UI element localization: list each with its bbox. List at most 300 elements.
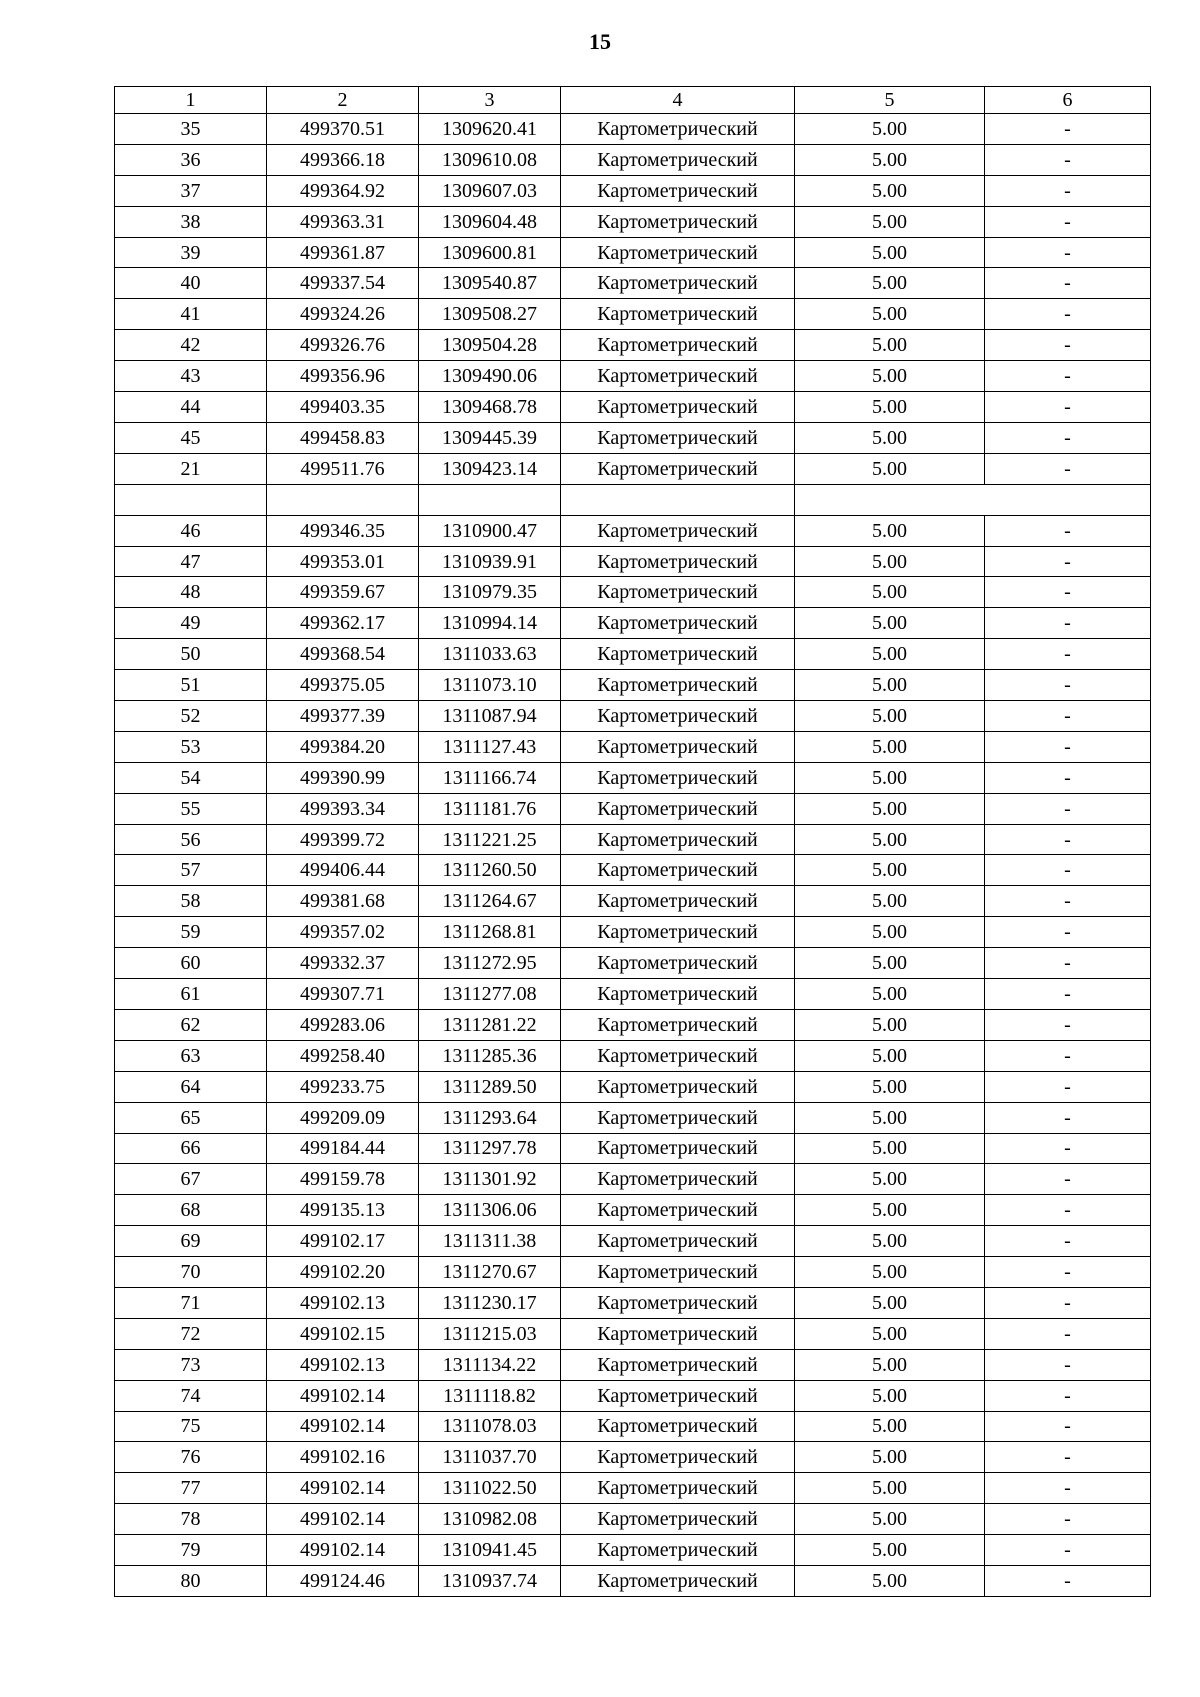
table-cell: Картометрический xyxy=(561,453,795,484)
table-cell: 5.00 xyxy=(795,175,985,206)
table-cell: 5.00 xyxy=(795,330,985,361)
table-cell: 499363.31 xyxy=(267,206,419,237)
table-row xyxy=(115,1195,1151,1226)
table-cell: 499403.35 xyxy=(267,392,419,423)
table-cell: 499361.87 xyxy=(267,237,419,268)
table-cell: 499102.14 xyxy=(267,1473,419,1504)
table-cell: - xyxy=(985,1164,1151,1195)
table-cell: Картометрический xyxy=(561,299,795,330)
table-cell: 1311221.25 xyxy=(419,824,561,855)
table-cell: 499368.54 xyxy=(267,639,419,670)
table-row xyxy=(115,299,1151,330)
table-cell: 5.00 xyxy=(795,917,985,948)
table-cell: Картометрический xyxy=(561,793,795,824)
table-cell: - xyxy=(985,1411,1151,1442)
table-cell: - xyxy=(985,1287,1151,1318)
table-row xyxy=(115,1318,1151,1349)
table-cell: 56 xyxy=(115,824,267,855)
table-cell: 5.00 xyxy=(795,1349,985,1380)
table-cell: 1309490.06 xyxy=(419,361,561,392)
table-cell: - xyxy=(985,979,1151,1010)
table-cell: - xyxy=(985,392,1151,423)
table-cell: 1309610.08 xyxy=(419,144,561,175)
table-cell: - xyxy=(985,114,1151,145)
table-cell: Картометрический xyxy=(561,1102,795,1133)
table-cell: 1311270.67 xyxy=(419,1257,561,1288)
table-row xyxy=(115,855,1151,886)
table-cell: 5.00 xyxy=(795,1504,985,1535)
table-cell: 5.00 xyxy=(795,1164,985,1195)
table-cell: Картометрический xyxy=(561,1565,795,1596)
table-cell: 48 xyxy=(115,577,267,608)
table-row xyxy=(115,1226,1151,1257)
table-row xyxy=(115,793,1151,824)
table-row xyxy=(115,268,1151,299)
table-cell: 1311215.03 xyxy=(419,1318,561,1349)
table-cell: - xyxy=(985,1226,1151,1257)
table-cell: 499353.01 xyxy=(267,546,419,577)
table-cell: - xyxy=(985,299,1151,330)
table-cell: 78 xyxy=(115,1504,267,1535)
table-cell: 5.00 xyxy=(795,515,985,546)
table-cell: 1310982.08 xyxy=(419,1504,561,1535)
table-cell: Картометрический xyxy=(561,577,795,608)
table-cell: 499184.44 xyxy=(267,1133,419,1164)
table-cell: Картометрический xyxy=(561,1380,795,1411)
table-cell: 1311073.10 xyxy=(419,670,561,701)
table-cell: 5.00 xyxy=(795,886,985,917)
table-cell: Картометрический xyxy=(561,979,795,1010)
table-cell: 5.00 xyxy=(795,144,985,175)
table-cell: 5.00 xyxy=(795,855,985,886)
table-cell: 1311078.03 xyxy=(419,1411,561,1442)
table-cell: 5.00 xyxy=(795,948,985,979)
table-cell: Картометрический xyxy=(561,1195,795,1226)
table-cell: 1311289.50 xyxy=(419,1071,561,1102)
table-cell: - xyxy=(985,731,1151,762)
table-cell: 63 xyxy=(115,1040,267,1071)
table-cell: 5.00 xyxy=(795,670,985,701)
table-cell: 47 xyxy=(115,546,267,577)
table-cell: - xyxy=(985,1504,1151,1535)
table-cell: 5.00 xyxy=(795,701,985,732)
table-cell: Картометрический xyxy=(561,639,795,670)
table-cell: 1311166.74 xyxy=(419,762,561,793)
table-cell: - xyxy=(985,268,1151,299)
table-cell: 5.00 xyxy=(795,608,985,639)
table-cell: 5.00 xyxy=(795,824,985,855)
table-cell: 499381.68 xyxy=(267,886,419,917)
table-cell: 1310937.74 xyxy=(419,1565,561,1596)
table-cell: - xyxy=(985,1565,1151,1596)
table-cell: 499375.05 xyxy=(267,670,419,701)
table-cell: 1311033.63 xyxy=(419,639,561,670)
table-cell: 5.00 xyxy=(795,1040,985,1071)
table-cell: 72 xyxy=(115,1318,267,1349)
table-cell: 5.00 xyxy=(795,979,985,1010)
table-cell: 1309468.78 xyxy=(419,392,561,423)
table-cell: 5.00 xyxy=(795,299,985,330)
table-cell: 1310939.91 xyxy=(419,546,561,577)
table-cell: 5.00 xyxy=(795,1380,985,1411)
table-cell: 5.00 xyxy=(795,546,985,577)
table-cell: - xyxy=(985,1349,1151,1380)
table-row xyxy=(115,114,1151,145)
table-cell: - xyxy=(985,330,1151,361)
table-cell: 73 xyxy=(115,1349,267,1380)
table-row xyxy=(115,1442,1151,1473)
table-cell: 499362.17 xyxy=(267,608,419,639)
table-cell: 74 xyxy=(115,1380,267,1411)
table-cell: 499102.14 xyxy=(267,1411,419,1442)
table-cell: Картометрический xyxy=(561,1164,795,1195)
table-cell: - xyxy=(985,917,1151,948)
table-cell: - xyxy=(985,1535,1151,1566)
table-cell: 46 xyxy=(115,515,267,546)
table-cell: - xyxy=(985,824,1151,855)
table-cell: 499135.13 xyxy=(267,1195,419,1226)
table-cell: - xyxy=(985,175,1151,206)
separator-cell xyxy=(267,484,419,515)
table-cell: Картометрический xyxy=(561,1071,795,1102)
table-cell: Картометрический xyxy=(561,701,795,732)
table-cell: - xyxy=(985,1102,1151,1133)
table-cell: 49 xyxy=(115,608,267,639)
table-cell: 1311297.78 xyxy=(419,1133,561,1164)
table-cell: 499511.76 xyxy=(267,453,419,484)
table-cell: 1309504.28 xyxy=(419,330,561,361)
table-cell: 21 xyxy=(115,453,267,484)
table-cell: - xyxy=(985,855,1151,886)
table-cell: 1311311.38 xyxy=(419,1226,561,1257)
table-cell: Картометрический xyxy=(561,175,795,206)
table-cell: Картометрический xyxy=(561,1535,795,1566)
table-cell: 499124.46 xyxy=(267,1565,419,1596)
separator-cell xyxy=(115,484,267,515)
table-cell: - xyxy=(985,1318,1151,1349)
table-cell: 499102.16 xyxy=(267,1442,419,1473)
table-row xyxy=(115,1380,1151,1411)
table-cell: - xyxy=(985,1133,1151,1164)
table-cell: 1311230.17 xyxy=(419,1287,561,1318)
table-cell: - xyxy=(985,546,1151,577)
table-cell: 67 xyxy=(115,1164,267,1195)
table-cell: Картометрический xyxy=(561,948,795,979)
table-cell: Картометрический xyxy=(561,144,795,175)
table-row xyxy=(115,670,1151,701)
table-row xyxy=(115,1133,1151,1164)
table-row xyxy=(115,639,1151,670)
table-cell: Картометрический xyxy=(561,268,795,299)
table-cell: Картометрический xyxy=(561,1442,795,1473)
table-cell: 50 xyxy=(115,639,267,670)
table-cell: - xyxy=(985,453,1151,484)
table-cell: Картометрический xyxy=(561,515,795,546)
table-cell: 5.00 xyxy=(795,237,985,268)
table-cell: 5.00 xyxy=(795,1195,985,1226)
table-cell: Картометрический xyxy=(561,670,795,701)
table-cell: 5.00 xyxy=(795,1133,985,1164)
table-cell: 499370.51 xyxy=(267,114,419,145)
table-group-a xyxy=(115,114,1151,485)
table-cell: 5.00 xyxy=(795,577,985,608)
separator-row xyxy=(115,484,1151,515)
table-cell: 1311260.50 xyxy=(419,855,561,886)
table-cell: - xyxy=(985,886,1151,917)
table-cell: 40 xyxy=(115,268,267,299)
separator-cell xyxy=(419,484,561,515)
table-cell: 45 xyxy=(115,422,267,453)
table-cell: - xyxy=(985,1380,1151,1411)
table-cell: 76 xyxy=(115,1442,267,1473)
table-cell: - xyxy=(985,1442,1151,1473)
table-cell: 1310994.14 xyxy=(419,608,561,639)
table-cell: 499209.09 xyxy=(267,1102,419,1133)
table-cell: Картометрический xyxy=(561,1504,795,1535)
table-row xyxy=(115,1504,1151,1535)
table-cell: 1310979.35 xyxy=(419,577,561,608)
table-cell: Картометрический xyxy=(561,1040,795,1071)
table-cell: 499283.06 xyxy=(267,1009,419,1040)
table-cell: 499102.15 xyxy=(267,1318,419,1349)
table-cell: 5.00 xyxy=(795,1226,985,1257)
table-row xyxy=(115,1349,1151,1380)
table-cell: 64 xyxy=(115,1071,267,1102)
table-cell: 499393.34 xyxy=(267,793,419,824)
table-cell: 499406.44 xyxy=(267,855,419,886)
table-row xyxy=(115,1009,1151,1040)
table-cell: 5.00 xyxy=(795,361,985,392)
table-cell: 499399.72 xyxy=(267,824,419,855)
table-row xyxy=(115,453,1151,484)
table-row xyxy=(115,1257,1151,1288)
table-cell: 1311134.22 xyxy=(419,1349,561,1380)
table-cell: 499356.96 xyxy=(267,361,419,392)
table-cell: - xyxy=(985,1071,1151,1102)
table-cell: 1311127.43 xyxy=(419,731,561,762)
coordinates-table xyxy=(114,86,1151,1597)
table-cell: 499332.37 xyxy=(267,948,419,979)
table-cell: - xyxy=(985,762,1151,793)
table-cell: - xyxy=(985,144,1151,175)
table-row xyxy=(115,762,1151,793)
table-cell: 5.00 xyxy=(795,422,985,453)
table-cell: 5.00 xyxy=(795,1287,985,1318)
table-cell: 59 xyxy=(115,917,267,948)
table-row xyxy=(115,422,1151,453)
table-cell: 77 xyxy=(115,1473,267,1504)
table-cell: 499359.67 xyxy=(267,577,419,608)
table-cell: 499102.13 xyxy=(267,1287,419,1318)
table-cell: Картометрический xyxy=(561,1349,795,1380)
column-header: 5 xyxy=(795,87,985,114)
table-cell: 53 xyxy=(115,731,267,762)
table-cell: 1311277.08 xyxy=(419,979,561,1010)
table-cell: 1311285.36 xyxy=(419,1040,561,1071)
table-cell: Картометрический xyxy=(561,608,795,639)
table-cell: 5.00 xyxy=(795,1473,985,1504)
table-cell: 37 xyxy=(115,175,267,206)
table-row xyxy=(115,1071,1151,1102)
table-cell: Картометрический xyxy=(561,1411,795,1442)
table-row xyxy=(115,330,1151,361)
table-cell: Картометрический xyxy=(561,546,795,577)
table-row xyxy=(115,175,1151,206)
table-cell: 80 xyxy=(115,1565,267,1596)
table-cell: Картометрический xyxy=(561,762,795,793)
table-cell: - xyxy=(985,237,1151,268)
table-cell: 499102.17 xyxy=(267,1226,419,1257)
table-cell: Картометрический xyxy=(561,824,795,855)
table-cell: 499233.75 xyxy=(267,1071,419,1102)
table-cell: 499377.39 xyxy=(267,701,419,732)
table-group-b xyxy=(115,515,1151,1596)
table-cell: 54 xyxy=(115,762,267,793)
table-cell: 1311118.82 xyxy=(419,1380,561,1411)
separator-cell xyxy=(561,484,795,515)
table-header-row xyxy=(115,87,1151,114)
table-row xyxy=(115,1102,1151,1133)
table-cell: 499458.83 xyxy=(267,422,419,453)
table-cell: 499102.14 xyxy=(267,1535,419,1566)
table-cell: 1309620.41 xyxy=(419,114,561,145)
table-cell: - xyxy=(985,515,1151,546)
table-cell: Картометрический xyxy=(561,1287,795,1318)
table-cell: Картометрический xyxy=(561,114,795,145)
table-cell: 499384.20 xyxy=(267,731,419,762)
table-cell: Картометрический xyxy=(561,731,795,762)
table-cell: Картометрический xyxy=(561,1133,795,1164)
table-cell: 55 xyxy=(115,793,267,824)
table-cell: Картометрический xyxy=(561,361,795,392)
table-row xyxy=(115,948,1151,979)
table-cell: 499346.35 xyxy=(267,515,419,546)
table-row xyxy=(115,1535,1151,1566)
table-cell: - xyxy=(985,948,1151,979)
table-row xyxy=(115,979,1151,1010)
table-row xyxy=(115,917,1151,948)
table-cell: Картометрический xyxy=(561,422,795,453)
table-cell: Картометрический xyxy=(561,1257,795,1288)
table-cell: 5.00 xyxy=(795,1009,985,1040)
table-row xyxy=(115,577,1151,608)
table-cell: 499326.76 xyxy=(267,330,419,361)
table-cell: 58 xyxy=(115,886,267,917)
table-cell: 39 xyxy=(115,237,267,268)
table-cell: 42 xyxy=(115,330,267,361)
table-cell: 5.00 xyxy=(795,793,985,824)
separator-cell xyxy=(795,484,985,515)
table-cell: 66 xyxy=(115,1133,267,1164)
table-row xyxy=(115,392,1151,423)
table-cell: 1311087.94 xyxy=(419,701,561,732)
column-header: 1 xyxy=(115,87,267,114)
table-cell: 5.00 xyxy=(795,453,985,484)
table-cell: 5.00 xyxy=(795,1257,985,1288)
table-cell: 44 xyxy=(115,392,267,423)
table-cell: Картометрический xyxy=(561,330,795,361)
table-cell: 68 xyxy=(115,1195,267,1226)
column-header: 3 xyxy=(419,87,561,114)
table-cell: Картометрический xyxy=(561,1473,795,1504)
table-cell: 5.00 xyxy=(795,1442,985,1473)
table-cell: 499324.26 xyxy=(267,299,419,330)
table-row xyxy=(115,361,1151,392)
table-cell: 1311181.76 xyxy=(419,793,561,824)
table-cell: 5.00 xyxy=(795,1565,985,1596)
table-cell: 1309600.81 xyxy=(419,237,561,268)
table-cell: Картометрический xyxy=(561,237,795,268)
table-cell: 499102.13 xyxy=(267,1349,419,1380)
table-cell: 5.00 xyxy=(795,1411,985,1442)
table-cell: 51 xyxy=(115,670,267,701)
table-cell: 1311268.81 xyxy=(419,917,561,948)
table-cell: 70 xyxy=(115,1257,267,1288)
table-cell: - xyxy=(985,422,1151,453)
table-cell: - xyxy=(985,670,1151,701)
table-cell: - xyxy=(985,361,1151,392)
table-row xyxy=(115,1287,1151,1318)
table-cell: 5.00 xyxy=(795,639,985,670)
table-cell: 499102.14 xyxy=(267,1504,419,1535)
table-cell: 79 xyxy=(115,1535,267,1566)
table-cell: 5.00 xyxy=(795,268,985,299)
table-cell: - xyxy=(985,608,1151,639)
table-cell: - xyxy=(985,577,1151,608)
table-cell: 499307.71 xyxy=(267,979,419,1010)
table-row xyxy=(115,701,1151,732)
table-cell: 5.00 xyxy=(795,1535,985,1566)
table-cell: 41 xyxy=(115,299,267,330)
table-cell: 52 xyxy=(115,701,267,732)
column-header: 6 xyxy=(985,87,1151,114)
table-cell: Картометрический xyxy=(561,206,795,237)
table-cell: - xyxy=(985,1009,1151,1040)
table-row xyxy=(115,731,1151,762)
table-separator xyxy=(115,484,1151,515)
table-cell: 60 xyxy=(115,948,267,979)
table-cell: 65 xyxy=(115,1102,267,1133)
table-cell: 38 xyxy=(115,206,267,237)
table-cell: Картометрический xyxy=(561,917,795,948)
table-row xyxy=(115,206,1151,237)
table-cell: - xyxy=(985,206,1151,237)
table-cell: 57 xyxy=(115,855,267,886)
table-cell: - xyxy=(985,1473,1151,1504)
column-header: 4 xyxy=(561,87,795,114)
table-cell: 5.00 xyxy=(795,206,985,237)
table-cell: 499366.18 xyxy=(267,144,419,175)
separator-cell xyxy=(985,484,1151,515)
table-cell: - xyxy=(985,1257,1151,1288)
table-cell: 5.00 xyxy=(795,762,985,793)
table-cell: 499258.40 xyxy=(267,1040,419,1071)
table-cell: 1311264.67 xyxy=(419,886,561,917)
table-cell: 1311281.22 xyxy=(419,1009,561,1040)
table-cell: 499159.78 xyxy=(267,1164,419,1195)
table-cell: 43 xyxy=(115,361,267,392)
table-row xyxy=(115,515,1151,546)
table-cell: 1310900.47 xyxy=(419,515,561,546)
table-cell: 5.00 xyxy=(795,731,985,762)
table-cell: 1309540.87 xyxy=(419,268,561,299)
table-cell: 499364.92 xyxy=(267,175,419,206)
table-cell: 499357.02 xyxy=(267,917,419,948)
table-cell: 1309423.14 xyxy=(419,453,561,484)
table-cell: 75 xyxy=(115,1411,267,1442)
table-cell: 36 xyxy=(115,144,267,175)
table-cell: 5.00 xyxy=(795,1318,985,1349)
